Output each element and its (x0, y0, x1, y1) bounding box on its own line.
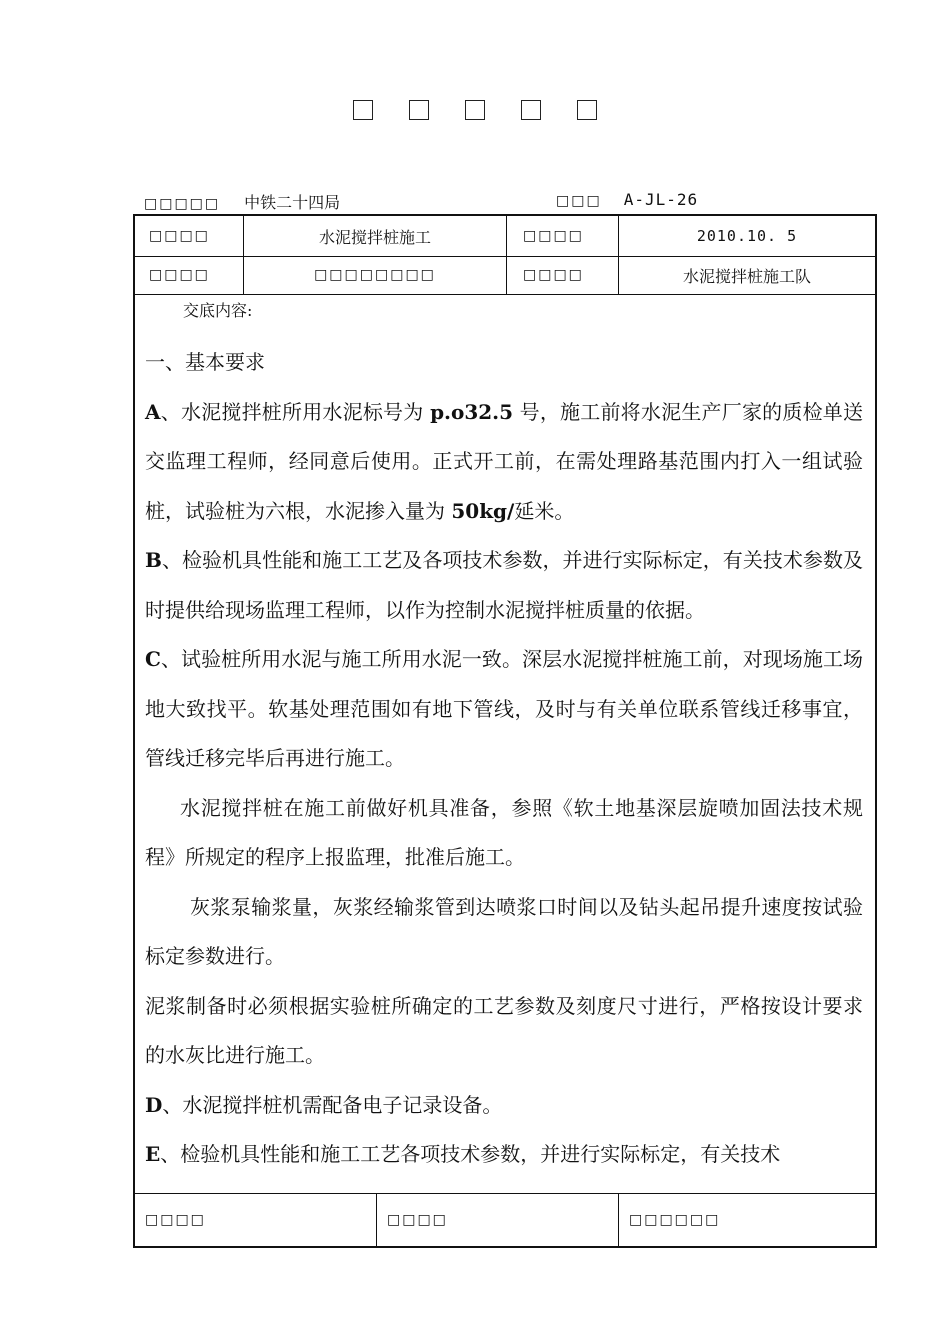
item-a: A、水泥搅拌桩所用水泥标号为 p.o32.5 号，施工前将水泥生产厂家的质检单送交监理工程师，经同意后使用。正式开工前，在需处理路基范围内打入一组试验桩，试验桩为六根，水泥掺入量为 50kg/延米。 (145, 399, 864, 523)
signature-cell: □□□□□□ (629, 1212, 721, 1228)
team-label-cell: □□□□ (507, 256, 619, 294)
info-row (135, 256, 875, 295)
info-row (135, 216, 875, 257)
title-char-4 (521, 100, 541, 120)
item-d: D、水泥搅拌桩机需配备电子记录设备。 (145, 1092, 503, 1117)
code-value: A-JL-26 (623, 190, 699, 209)
title-char-2 (409, 100, 429, 120)
signature-cell: □□□□ (377, 1194, 619, 1246)
section-value-cell: □□□□□□□□ (244, 256, 507, 294)
document-title (0, 100, 950, 120)
title-char-5 (577, 100, 597, 120)
section-label-cell: □□□□ (135, 256, 244, 294)
date-label-cell: □□□□ (507, 216, 619, 256)
code-header (556, 190, 698, 209)
team-value-cell: 水泥搅拌桩施工队 (682, 266, 811, 286)
signature-row (135, 1193, 875, 1246)
title-char-1 (353, 100, 373, 120)
paragraph-pump: 灰浆泵输浆量，灰浆经输浆管到达喷浆口时间以及钻头起吊提升速度按试验标定参数进行。 (145, 894, 863, 968)
code-label: □□□ (556, 193, 602, 209)
date-value-cell: 2010.10. 5 (696, 227, 798, 245)
unit-label: □□□□□ (144, 196, 221, 212)
unit-value: 中铁二十四局 (244, 193, 341, 212)
disclosure-content (145, 296, 863, 1180)
paragraph-preparation: 水泥搅拌桩在施工前做好机具准备，参照《软土地基深层旋喷加固法技术规程》所规定的程序上报监理，批准后施工。 (145, 795, 863, 869)
item-c: C、试验桩所用水泥与施工所用水泥一致。深层水泥搅拌桩施工前，对现场施工场地大致找平。软基处理范围如有地下管线，及时与有关单位联系管线迁移事宜，管线迁移完毕后再进行施工。 (145, 647, 863, 770)
project-label-cell: □□□□ (135, 216, 244, 256)
unit-header (144, 190, 340, 213)
item-e: E、检验机具性能和施工工艺各项技术参数，并进行实际标定，有关技术 (145, 1142, 781, 1166)
signature-cell: □□□□ (135, 1194, 377, 1246)
project-value-cell: 水泥搅拌桩施工 (244, 216, 507, 256)
item-b: B、检验机具性能和施工工艺及各项技术参数，并进行实际标定，有关技术参数及时提供给现场监理工程师，以作为控制水泥搅拌桩质量的依据。 (145, 548, 863, 622)
paragraph-slurry: 泥浆制备时必须根据实验桩所确定的工艺参数及刻度尺寸进行，严格按设计要求的水灰比进行施工。 (145, 993, 863, 1067)
disclosure-form (133, 214, 877, 1248)
title-char-3 (465, 100, 485, 120)
content-intro: 交底内容: (183, 301, 253, 320)
section-heading: 一、基本要求 (145, 350, 265, 374)
